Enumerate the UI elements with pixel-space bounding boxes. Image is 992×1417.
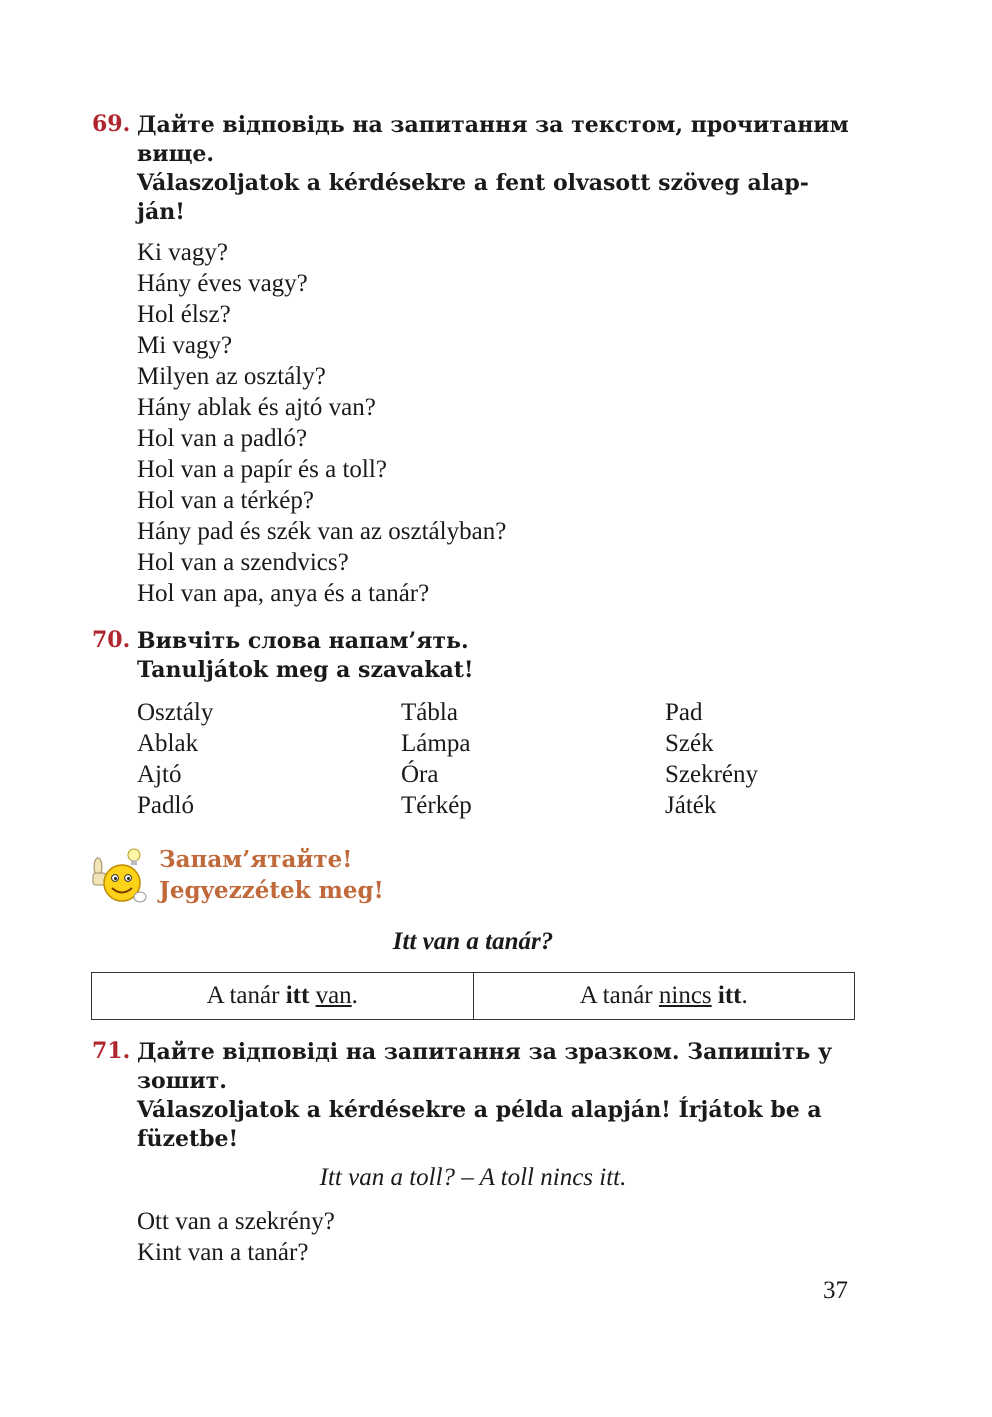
vocab-word: Tábla [401,699,458,726]
exercise-number-69: 69. [92,111,131,137]
vocab-word: Térkép [401,792,472,819]
instruction-hu-line: Válaszoljatok a kérdésekre a példa alapján! Írjátok be a [137,1097,822,1123]
instruction-hu-line: füzetbe! [137,1126,239,1152]
exercise-number-71: 71. [92,1038,131,1064]
instruction-uk-line: Дайте відповіді на запитання за зразком. Запишіть у [137,1039,833,1065]
cell-underlined-word: van [315,982,352,1009]
question-line: Ki vagy? [137,239,228,266]
cell-punctuation: . [351,982,358,1009]
question-line: Hány éves vagy? [137,270,308,297]
vocab-word: Játék [665,792,717,819]
remember-title-uk: Запам’ятайте! [159,846,353,873]
question-line: Hány ablak és ajtó van? [137,394,376,421]
instruction-uk-line: вище. [137,141,215,167]
question-line: Hol van a padló? [137,425,308,452]
exercise-69-instructions [137,111,867,227]
vocab-word: Ajtó [137,761,182,788]
cell-bold-word: itt [717,982,742,1009]
cell-text: A tanár [206,982,286,1009]
exercise-70-instructions [137,627,867,685]
instruction-uk-line: зошит. [137,1068,227,1094]
instruction-uk-line: Вивчіть слова напам’ять. [137,628,469,654]
vocab-word: Szekrény [665,761,759,788]
grammar-cell-affirmative [92,973,473,1019]
grammar-table [91,972,855,1020]
cell-bold-word: itt [285,982,310,1009]
question-line: Hol élsz? [137,301,231,328]
question-line: Milyen az osztály? [137,363,326,390]
vocab-word: Padló [137,792,194,819]
remember-title-hu: Jegyezzétek meg! [159,877,384,904]
question-line: Ott van a szekrény? [137,1208,335,1235]
question-line: Hol van a szendvics? [137,549,349,576]
instruction-hu-line: Válaszoljatok a kérdésekre a fent olvasott szöveg alap- [137,170,809,196]
instruction-hu-line: ján! [137,199,185,225]
grammar-cell-negative [473,973,855,1019]
grammar-heading: Itt van a tanár? [392,928,554,955]
vocab-word: Osztály [137,699,214,726]
question-line: Mi vagy? [137,332,233,359]
vocab-word: Óra [401,761,439,788]
question-line: Hány pad és szék van az osztályban? [137,518,507,545]
question-line: Kint van a tanár? [137,1239,309,1266]
vocab-column-2 [401,697,472,821]
exercise-71-question-list [137,1206,335,1268]
cell-punctuation: . [741,982,748,1009]
cell-underlined-word: nincs [658,982,712,1009]
vocab-word: Lámpa [401,730,471,757]
question-line: Hol van a térkép? [137,487,315,514]
exercise-number-70: 70. [92,627,131,653]
page-number: 37 [823,1277,848,1304]
vocab-word: Szék [665,730,714,757]
question-line: Hol van a papír és a toll? [137,456,387,483]
vocab-column-1 [137,697,213,821]
smiley-lightbulb-icon [88,845,150,907]
vocab-word: Pad [665,699,703,726]
example-sentence: Itt van a toll? – A toll nincs itt. [319,1164,627,1191]
exercise-69-question-list [137,237,506,609]
remember-callout [159,844,384,906]
cell-text: A tanár [579,982,659,1009]
exercise-71-instructions [137,1038,867,1154]
vocab-word: Ablak [137,730,199,757]
instruction-hu-line: Tanuljátok meg a szavakat! [137,657,474,683]
question-line: Hol van apa, anya és a tanár? [137,580,430,607]
vocab-column-3 [665,697,758,821]
instruction-uk-line: Дайте відповідь на запитання за текстом, прочитаним [137,112,849,138]
